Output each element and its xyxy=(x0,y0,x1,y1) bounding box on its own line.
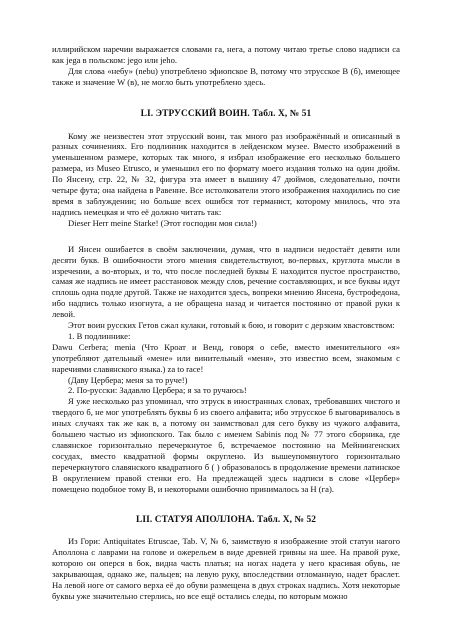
page-content xyxy=(52,44,400,602)
quote-line: Dieser Herr meine Starke! (Этот господин моя сила!) xyxy=(68,217,257,228)
paragraph: (Даву Цербера; меня за то руче!) xyxy=(68,374,188,385)
paragraph: Кому же неизвестен этот этрусский воин, так много раз изображённый и описанный в разных сочинениях. Его подлинник находится в лейденском музее. Вместо изображений в уменьшенном размере, которых так много, я избрал изображение его несколько большего размера, из Museo Etrusco, и уменьшил его по формату моего издания только на один дюйм. По Янсену, стр. 22, № 32, фигура эта имеет в вышину 47 дюймов, следовательно, почти четыре фута; она найдена в Равенне. Все истолкователи этого изображения находились по сие время в заблуждении; но больше всех ошибся тот германист, которому мнилось, что эта надпись немецкая и что её должно читать так: xyxy=(52,130,400,217)
paragraph: Для слова «небу» (nebu) употреблено эфиопское В, потому что этрусское В (б), имеющее также и значение W (в), не могло быть употреблено здесь. xyxy=(52,65,400,87)
spacer xyxy=(52,229,400,244)
section-heading: LII. СТАТУЯ АПОЛЛОНА. Табл. X, № 52 xyxy=(135,514,317,525)
paragraph: Я уже несколько раз упоминал, что этруск в иностранных словах, требовавших чистого и твердого б, не мог употреблять буквы б из своего алфавита; ибо этрусское б выговаривалось в иных случаях так же как в, а потому он заимствовал для сего букву из чужого алфавита, большею частью из эфиопского. Так было с именем Sabinis под № 77 этого сборника, где славянское горизонтально перечеркнутое б, встречаемое постоянно на Мейнингенских сосудах, вместо квадратной формы округлено. Из вышеупомянутого горизонтально перечеркнутого славянского квадратного б ( ) образовалось в продолжение времени латинское В округлением правой стенки его. На предлежащей здесь надписи в слове «Цербер» помещено подобное тому В, и некоторыми ошибочно принималось за Н (га). xyxy=(52,396,400,494)
paragraph: иллирийском наречии выражается словами га, нега, а потому читаю третье слово надписи са как jega в польском: jego или jeho. xyxy=(52,44,400,65)
paragraph: Dawu Cerbera; menia (Что Кроат и Венд, говоря о себе, вместо именительного «я» употребляют дательный «мене» или винительный «меня», это известно всем, знакомым с наречиями славянского языка.) za to race! xyxy=(52,341,400,374)
paragraph: И Янсен ошибается в своём заключении, думая, что в надписи недостаёт девяти или десяти букв. В ошибочности этого мнения свидетельствуют, во-первых, круглота мысли в изречении, а во-вторых, и то, что после последней буквы Е находится пустое пространство, самая же надпись не имеет расстановок между слов, речение составляющих, и все буквы идут сплошь одна подле другой. Также не находится здесь, вопреки мнению Янсена, бустрофедона, ибо надпись только изогнута, а не обращена назад и читается постоянно от правой руки к левой. xyxy=(52,243,400,320)
section-heading: LI. ЭТРУССКИЙ ВОИН. Табл. X, № 51 xyxy=(140,108,312,119)
list-item: 1. В подлиннике: xyxy=(68,330,131,341)
paragraph: Этот воин русских Гетов сжал кулаки, готовый к бою, и говорит с дерзким хвастовством: xyxy=(68,320,395,331)
list-item: 2. По-русски: Задавлю Цербера; я за то ручаюсь! xyxy=(68,385,247,396)
paragraph: Из Гори: Antiquitates Etruscae, Tab. V, № 6, заимствую я изображение этой статуи нагого Аполлона с лаврами на голове и ожерельем в виде древней гривны на шее. На правой руке, которою он оперся в бок, видна часть платья; на ногах надета у него красивая обувь, не закрывающая, однако же, пальцев; на левую руку, впоследствии отломанную, надет браслет. На левой ноге от самого верха её до обуви размещена в двух строках надпись. Хотя некоторые буквы уже значительно стерлись, но все ещё остались следы, по которым можно xyxy=(52,536,400,601)
